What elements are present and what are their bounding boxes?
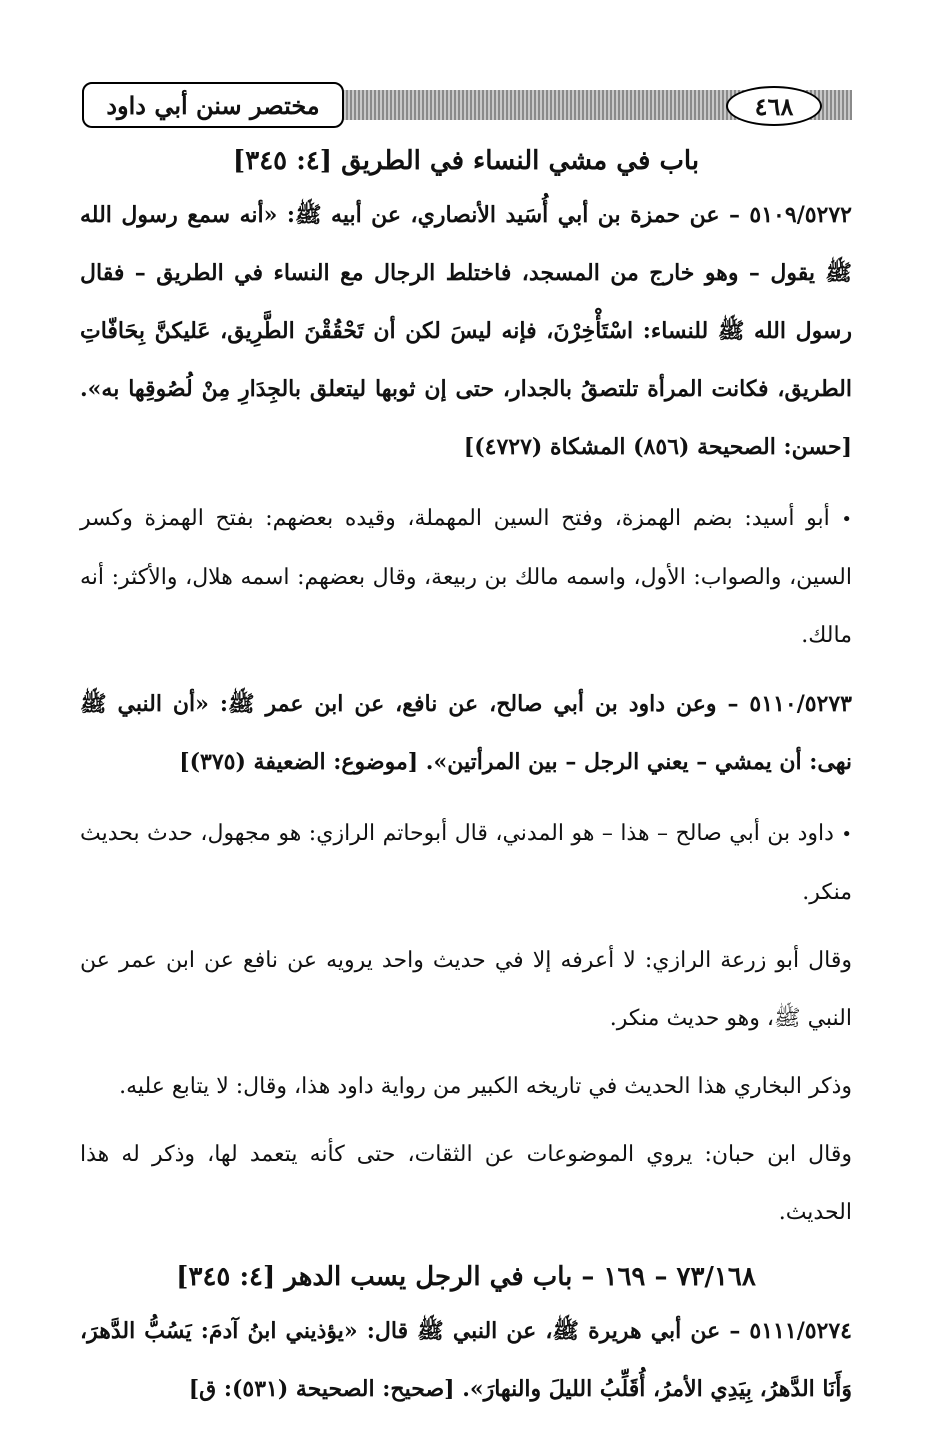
section-heading-2: ٧٣/١٦٨ – ١٦٩ – باب في الرجل يسب الدهر [٤: ٣٤٥] — [176, 1262, 756, 1292]
commentary-bukhari: وذكر البخاري هذا الحديث في تاريخه الكبير من رواية داود هذا، وقال: لا يتابع عليه. — [119, 1074, 852, 1099]
book-title: مختصر سنن أبي داود — [82, 82, 344, 128]
bullet-icon: • — [841, 824, 852, 845]
page-content — [80, 136, 852, 1432]
hadith-5274: ٥١١١/٥٢٧٤ – عن أبي هريرة ﷺ، عن النبي ﷺ قال: «يؤذيني ابنُ آدمَ: يَسُبُّ الدَّهرَ، وَأَنَا الدَّهرُ، بِيَدِي الأمرُ، أُقَلِّبُ الليلَ والنهارَ». [صحيح: الصحيحة (٥٣١): ق] — [80, 1318, 852, 1402]
hadith-5272: ٥١٠٩/٥٢٧٢ – عن حمزة بن أبي أُسَيد الأنصاري، عن أبيه ﷺ: «أنه سمع رسول الله ﷺ يقول – وهو خارج من المسجد، فاختلط الرجال مع النساء في الطريق – فقال رسول الله ﷺ للنساء: اسْتَأْخِرْنَ، فإنه ليسَ لكن أن تَحْقُقْنَ الطَّرِيق، عَليكنَّ بِحَافّاتِ الطريق، فكانت المرأة تلتصقُ بالجدار، حتى إن ثوبها ليتعلق بالجِدَارِ مِنْ لُصُوقِها به». [حسن: الصحيحة (٨٥٦) المشكاة (٤٧٢٧)] — [80, 202, 852, 460]
commentary-abu-usayd — [80, 490, 852, 665]
commentary-abu-zurah: وقال أبو زرعة الرازي: لا أعرفه إلا في حديث واحد يرويه عن نافع عن ابن عمر عن النبي ﷺ، وهو حديث منكر. — [80, 948, 852, 1031]
commentary-text: أبو أسيد: بضم الهمزة، وفتح السين المهملة، وقيده بعضهم: بفتح الهمزة وكسر السين، والصواب: الأول، واسمه مالك بن ربيعة، وقال بعضهم: اسمه هلال، والأكثر: أنه مالك. — [80, 506, 852, 648]
commentary-ibn-hibban: وقال ابن حبان: يروي الموضوعات عن الثقات، حتى كأنه يتعمد لها، وذكر له هذا الحديث. — [80, 1142, 852, 1225]
bullet-icon: • — [841, 509, 852, 530]
commentary-dawud — [80, 805, 852, 922]
commentary-text: داود بن أبي صالح – هذا – هو المدني، قال أبوحاتم الرازي: هو مجهول، حدث بحديث منكر. — [80, 821, 852, 905]
hadith-5273: ٥١١٠/٥٢٧٣ – وعن داود بن أبي صالح، عن نافع، عن ابن عمر ﷺ: «أن النبي ﷺ نهى: أن يمشي – يعني الرجل – بين المرأتين». [موضوع: الضعيفة (٣٧٥)] — [80, 691, 852, 775]
section-heading-1: باب في مشي النساء في الطريق [٤: ٣٤٥] — [232, 146, 700, 176]
page-header — [82, 82, 852, 126]
page-number: ٤٦٨ — [726, 86, 822, 126]
